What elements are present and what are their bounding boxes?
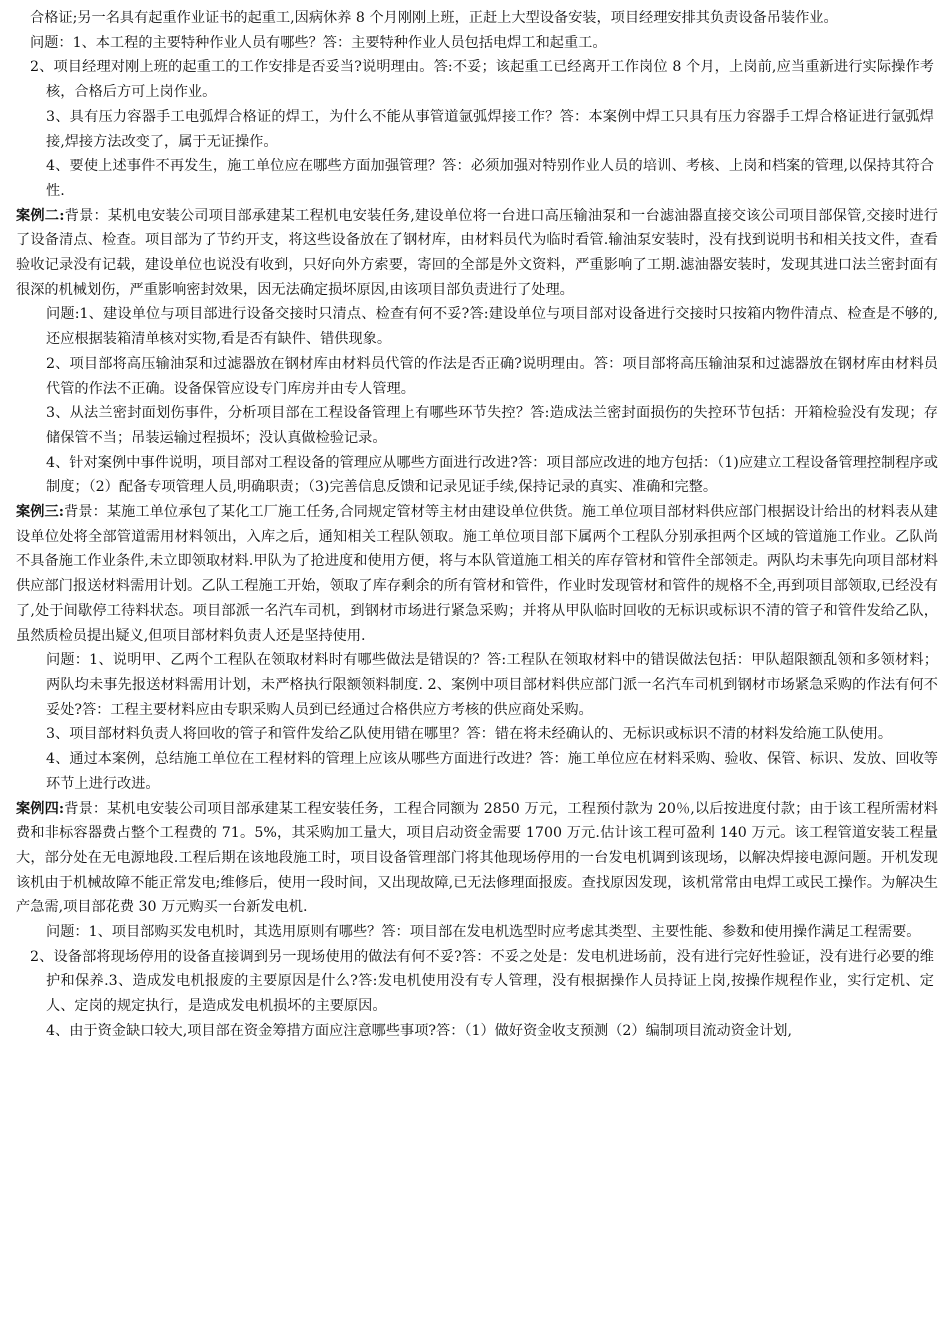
- case3-heading: 案例三:: [16, 504, 64, 521]
- case1-question-2: 2、项目经理对刚上班的起重工的工作安排是否妥当?说明理由。答:不妥；该起重工已经离开工作岗位 8 个月，上岗前,应当重新进行实际操作考核，合格后方可上岗作业。: [30, 59, 934, 101]
- paragraph-case1-continuation: 合格证;另一名具有起重作业证书的起重工,因病休养 8 个月刚刚上班，正赶上大型设备安装，项目经理安排其负责设备吊装作业。: [30, 10, 838, 26]
- case2-heading: 案例二:: [16, 207, 65, 224]
- case3-question-3: 3、项目部材料负责人将回收的管子和管件发给乙队使用错在哪里？答：错在将未经确认的、无标识或标识不清的材料发给施工队使用。: [46, 726, 893, 743]
- case3-background-text: 背景：某施工单位承包了某化工厂施工任务,合同规定管材等主材由建设单位供货。施工单位项目部材料供应部门根据设计给出的材料表从建设单位处将全部管道需用材料领出，入库之后，通知相关工程队领取。施工单位项目部下属两个工程队分别承担两个区域的管道施工作业。乙队尚不具备施工作业条件,未立即领取材料.甲队为了抢进度和使用方便，将与本队管道施工相关的库存管材和管件全部领走。两队均未事先向项目部材料供应部门报送材料需用计划。乙队工程施工开始，领取了库存剩余的所有管材和管件，作业时发现管材和管件的规格不全,再到项目部领取,已经没有了,处于间歇停工待料状态。项目部派一名汽车司机，到钢材市场进行紧急采购；并将从甲队临时回收的无标识或标识不清的管子和管件发给乙队，虽然质检员提出疑义,但项目部材料负责人还是坚持使用.: [16, 504, 938, 644]
- case3-background: [0, 500, 950, 648]
- case1-question-4: 4、要使上述事件不再发生，施工单位应在哪些方面加强管理？答：必须加强对特别作业人员的培训、考核、上岗和档案的管理,以保持其符合性.: [46, 158, 934, 199]
- case1-question-3: 3、具有压力容器手工电弧焊合格证的焊工，为什么不能从事管道氩弧焊接工作？答：本案例中焊工只具有压力容器手工焊合格证进行氩弧焊接,焊接方法改变了，属于无证操作。: [46, 108, 934, 150]
- case2-question-1: 问题:1、建设单位与项目部进行设备交接时只清点、检查有何不妥?答:建设单位与项目部对设备进行交接时只按箱内物件清点、检查是不够的,还应根据装箱清单核对实物,看是否有缺件、错供现象。: [46, 306, 938, 348]
- case2-question-3: 3、从法兰密封面划伤事件，分析项目部在工程设备管理上有哪些环节失控？答:造成法兰密封面损伤的失控环节包括：开箱检验没有发现；存储保管不当；吊装运输过程损坏；没认真做检验记录。: [46, 405, 938, 446]
- case4-heading: 案例四:: [16, 800, 65, 817]
- case3-question-4: 4、通过本案例，总结施工单位在工程材料的管理上应该从哪些方面进行改进？答：施工单位应在材料采购、验收、保管、标识、发放、回收等环节上进行改进。: [46, 751, 938, 792]
- case3-question-1-2: 问题：1、说明甲、乙两个工程队在领取材料时有哪些做法是错误的？答:工程队在领取材料中的错误做法包括：甲队超限额乱领和多领材料；两队均未事先报送材料需用计划，未严格执行限额领料制度. 2、案例中项目部材料供应部门派一名汽车司机到钢材市场紧急采购的作法有何不妥处?答：工程主要材料应由专职采购人员到已经通过合格供应方考核的供应商处采购。: [46, 652, 938, 718]
- case1-question-1: 问题：1、本工程的主要特种作业人员有哪些？答：主要特种作业人员包括电焊工和起重工。: [30, 34, 607, 51]
- case2-question-2: 2、项目部将高压输油泵和过滤器放在钢材库由材料员代管的作法是否正确?说明理由。答：项目部将高压输油泵和过滤器放在钢材库由材料员代管的作法不正确。设备保管应设专门库房并由专人管理。: [46, 355, 938, 397]
- case4-question-1: 问题：1、项目部购买发电机时，其选用原则有哪些？答：项目部在发电机选型时应考虑其类型、主要性能、参数和使用操作满足工程需要。: [46, 924, 921, 941]
- case4-question-2-3: 2、设备部将现场停用的设备直接调到另一现场使用的做法有何不妥?答：不妥之处是：发电机进场前，没有进行完好性验证，没有进行必要的维护和保养.3、造成发电机报废的主要原因是什么?答:发电机使用没有专人管理，没有根据操作人员持证上岗,按操作规程作业，实行定机、定人、定岗的规定执行，是造成发电机损坏的主要原因。: [30, 948, 934, 1015]
- case2-question-4: 4、针对案例中事件说明，项目部对工程设备的管理应从哪些方面进行改进?答：项目部应改进的地方包括：（1)应建立工程设备管理控制程序或制度；（2）配备专项管理人员,明确职责；（3)完善信息反馈和记录见证手续,保持记录的真实、准确和完整。: [46, 454, 938, 496]
- case4-question-4: 4、由于资金缺口较大,项目部在资金筹措方面应注意哪些事项?答：（1）做好资金收支预测（2）编制项目流动资金计划,: [46, 1022, 792, 1039]
- case2-background: [0, 204, 950, 303]
- case4-background-text: 背景：某机电安装公司项目部承建某工程安装任务，工程合同额为 2850 万元，工程预付款为 20％,以后按进度付款；由于该工程所需材料费和非标容器费占整个工程费的 71。5%，其采购加工量大，项目启动资金需要 1700 万元.估计该工程可盈利 140 万元。该工程管道安装工程量大，部分处在无电源地段.工程后期在该地段施工时，项目设备管理部门将其他现场停用的一台发电机调到该现场，以解决焊接电源问题。开机发现该机由于机械故障不能正常发电;维修后，使用一段时间，又出现故障,已无法修理面报废。查找原因发现，该机常常由电焊工或民工操作。为解决生产急需,项目部花费 30 万元购买一台新发电机.: [16, 800, 938, 916]
- case4-background: [0, 797, 950, 921]
- case2-background-text: 背景：某机电安装公司项目部承建某工程机电安装任务,建设单位将一台进口高压输油泵和一台滤油器直接交该公司项目部保管,交接时进行了设备清点、检查。项目部为了节约开支，将这些设备放在了钢材库，由材料员代为临时看管.输油泵安装时，没有找到说明书和相关技文件，查看验收记录没有记载，建设单位也说没有收到，只好向外方索要，寄回的全部是外文资料，严重影响了工期.滤油器安装时，发现其进口法兰密封面有很深的机械划伤，严重影响密封效果，因无法确定损坏原因,由该项目部负责进行了处理。: [16, 207, 938, 298]
